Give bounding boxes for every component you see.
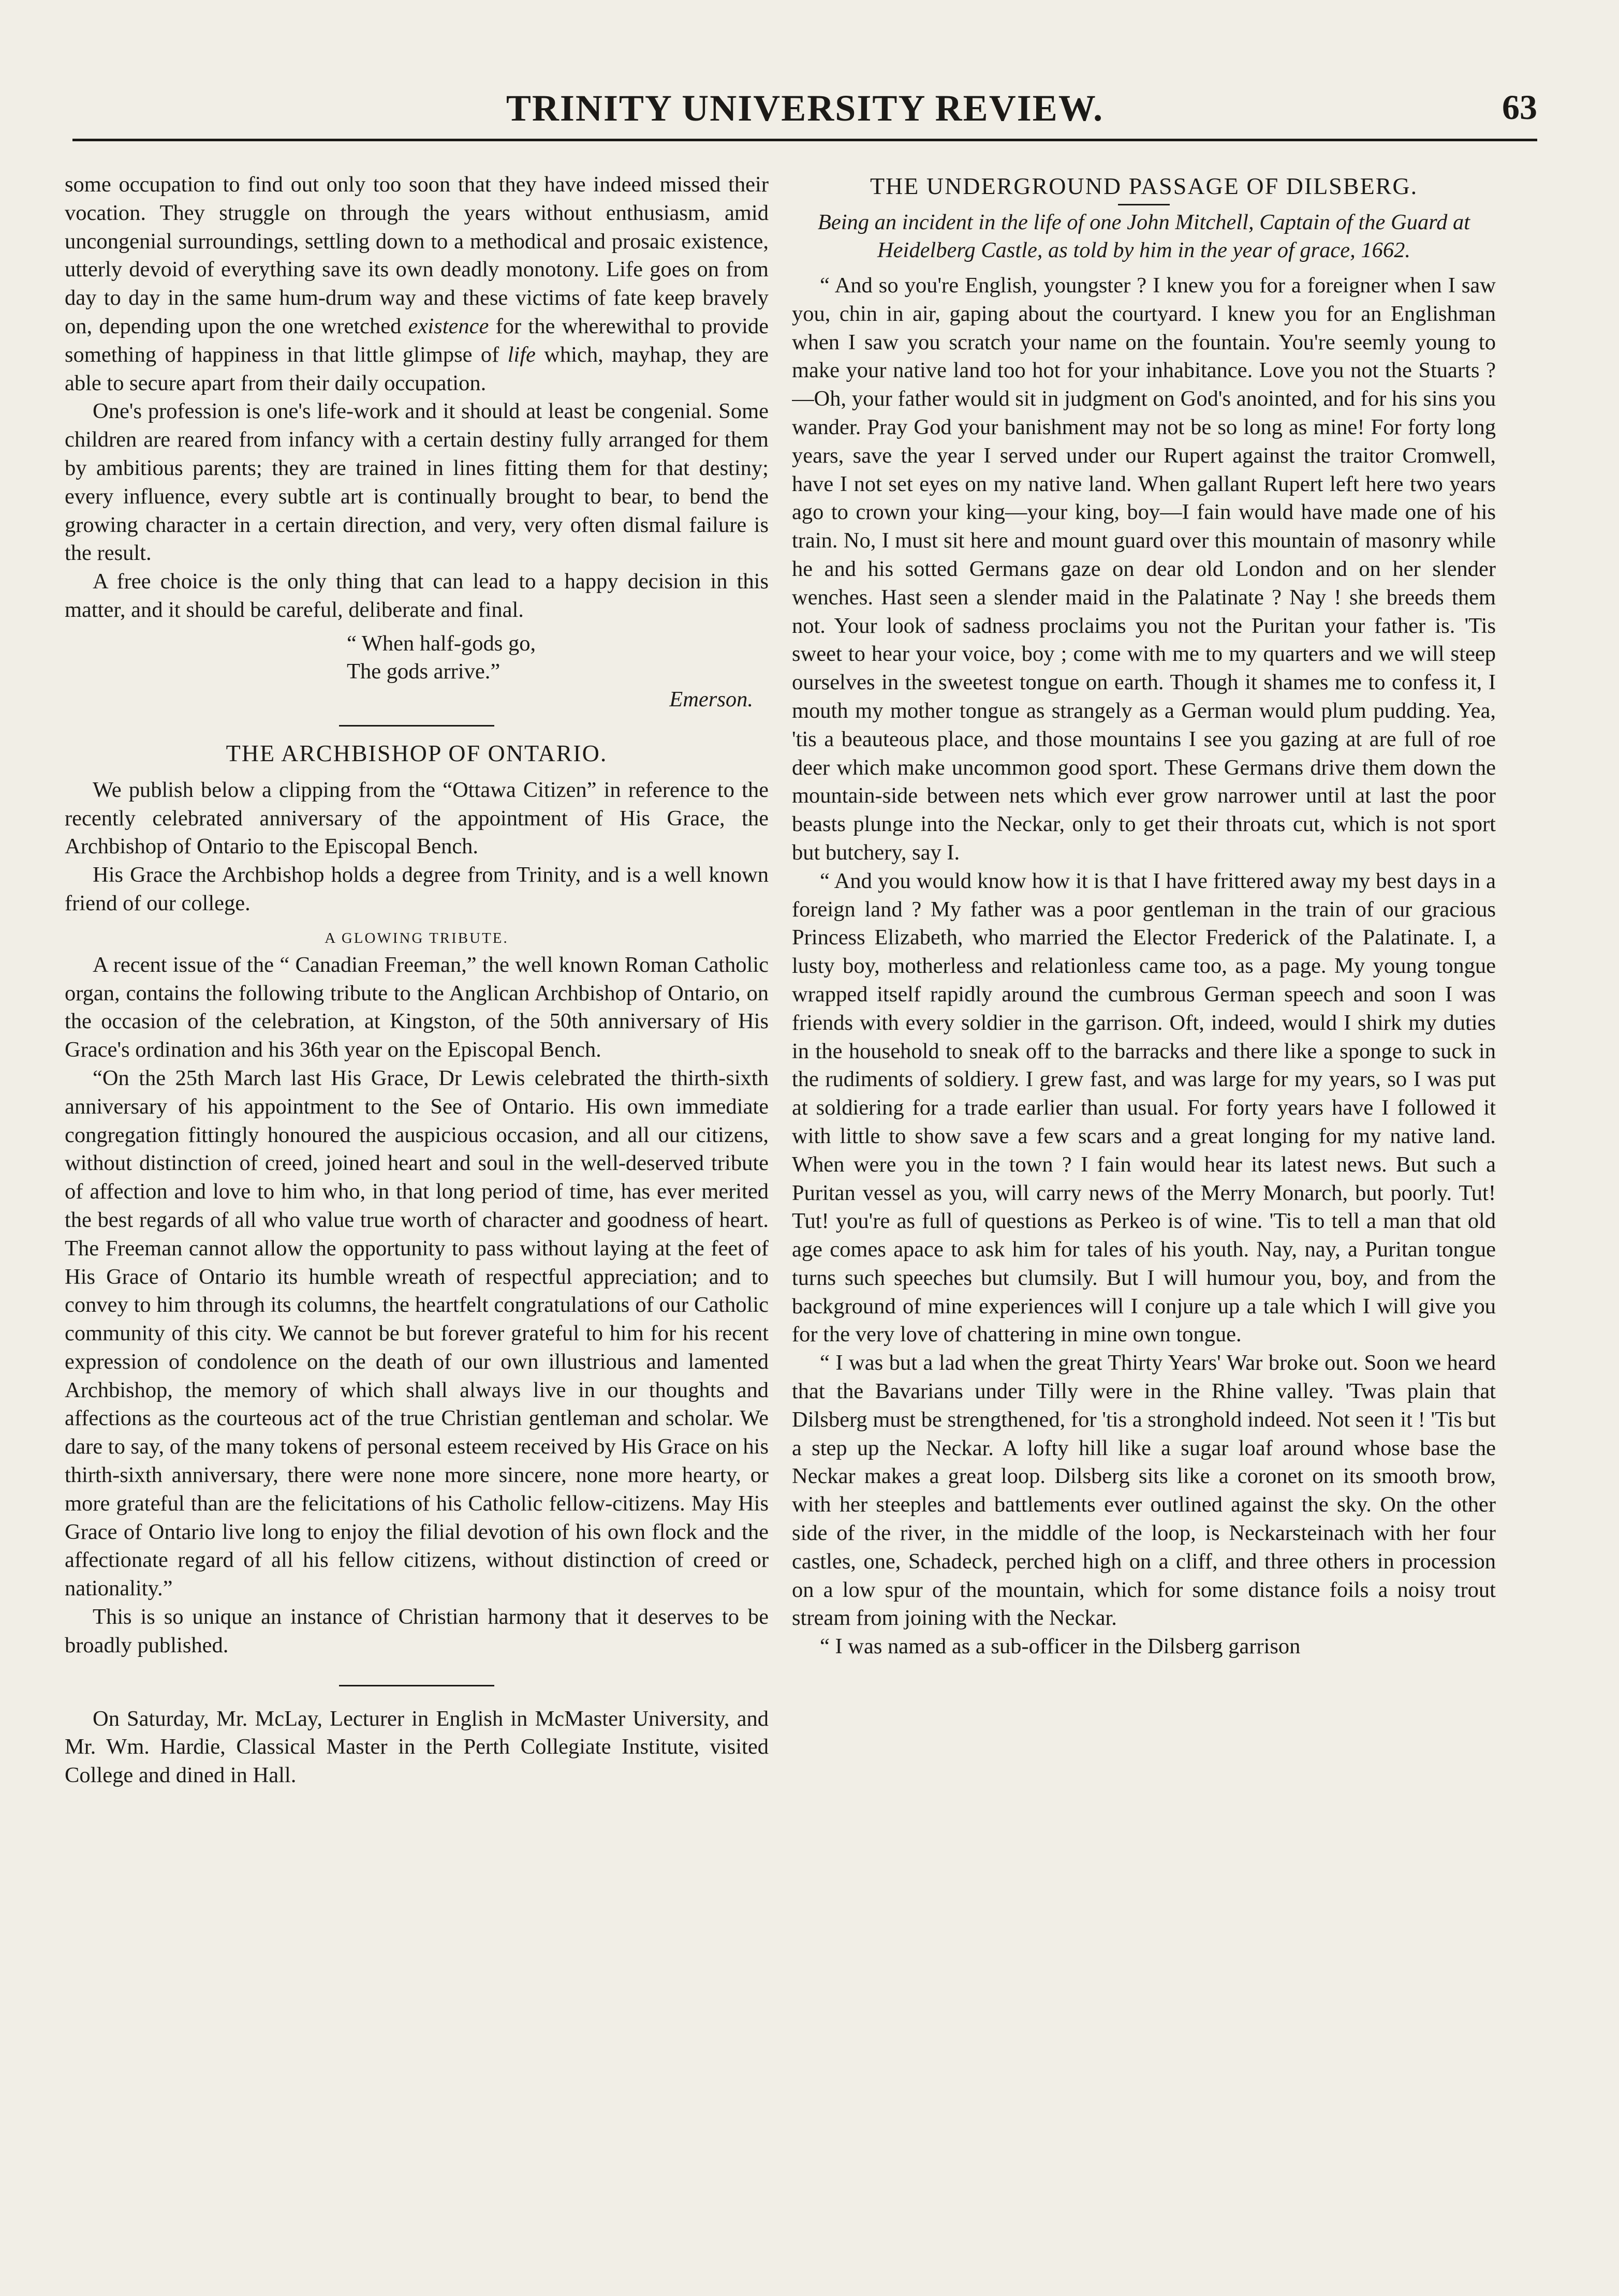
- tribute-paragraph: A recent issue of the “ Canadian Freeman,” the well known Roman Catholic organ, contains the following tribute to the Anglican Archbishop of Ontario, on the occasion of the celebration, at Kingston, of the 50th anniversary of His Grace's ordination and his 36th year on the Episcopal Bench.: [65, 952, 769, 1062]
- quote-line: The gods arrive.”: [347, 659, 501, 684]
- running-head: [72, 78, 1537, 145]
- free-choice-paragraph: A free choice is the only thing that can lead to a happy decision in this matter, and it should be careful, deliberate and final.: [65, 569, 769, 622]
- story-heading: THE UNDERGROUND PASSAGE OF DILSBERG.: [870, 173, 1418, 199]
- section-divider: [339, 725, 494, 727]
- right-column: [792, 171, 1496, 2267]
- story-paragraph: “ I was but a lad when the great Thirty Years' War broke out. Soon we heard that the Bavarians under Tilly were in the Rhine valley. 'Twas plain that Dilsberg must be strengthened, for 'tis a stronghold indeed. Not seen it ! 'Tis but a step up the Neckar. A lofty hill like a sugar loaf around whose base the Neckar makes a great loop. Dilsberg sits like a coronet on its smooth brow, with her steeples and battlements ever outlined against the sky. On the other side of the river, in the middle of the loop, is Neckarsteinach with her four castles, one, Schadeck, perched high on a cliff, and three others in procession on a low spur of the mountain, which for some distance foils a noisy trout stream from joining with the Neckar.: [792, 1351, 1496, 1631]
- tribute-quote-paragraph: “On the 25th March last His Grace, Dr Lewis celebrated the thirth-sixth anniversary of his appointment to the See of Ontario. His own immediate congregation fittingly honoured the auspicious occasion, and all our citizens, without distinction of creed, joined heart and soul in the well-deserved tribute of affection and love to him who, in that long period of time, has ever merited the best regards of all who value true worth of character and goodness of heart. The Freeman cannot allow the opportunity to pass without laying at the feet of His Grace of Ontario its humble wreath of respectful appreciation; and to convey to him through its columns, the heartfelt congratulations of our Catholic community of this city. We cannot be but forever grateful to him for his recent expression of condolence on the death of our own illustrious and lamented Archbishop, the memory of which shall always live in our thoughts and affections as the courteous act of the true Christian gentleman and scholar. We dare to say, of the many tokens of personal esteem received by His Grace on his thirth-sixth anniversary, there were none more sincere, none more hearty, or more grateful than are the felicitations of his Catholic fellow-citizens. May His Grace of Ontario live long to enjoy the filial devotion of his own flock and the affectionate regard of all his fellow citizens, without distinction of creed or nationality.”: [65, 1065, 769, 1601]
- profession-paragraph: One's profession is one's life-work and it should at least be congenial. Some children are reared from infancy with a certain destiny fully arranged for them by ambitious parents; they are trained in lines fitting them for that destiny; every influence, every subtle art is continually brought to bear, to bend the growing character in a certain direction, and very, very often dismal failure is the result.: [65, 399, 769, 566]
- quote-line: “ When half-gods go,: [347, 631, 536, 656]
- college-visit-note: On Saturday, Mr. McLay, Lecturer in English in McMaster University, and Mr. Wm. Hardie, Classical Master in the Perth Collegiate Institute, visited College and dined in Hall.: [65, 1706, 769, 1788]
- section-divider: [339, 1685, 494, 1686]
- emphasis-existence: existence: [408, 314, 489, 338]
- emphasis-life: life: [507, 342, 536, 367]
- quote-attribution: Emerson.: [669, 687, 753, 712]
- header-rule: [72, 139, 1537, 141]
- story-paragraph: “ And you would know how it is that I have frittered away my best days in a foreign land ? My father was a poor gentleman in the train of our gracious Princess Elizabeth, who married the Elector Frederick of the Palatinate. I, a lusty boy, motherless and relationless came too, as a page. My young tongue wrapped itself rapidly around the cumbrous German speech and soon I was friends with every soldier in the garrison. Oft, indeed, would I shirk my duties in the household to sneak off to the barracks and there like a sponge to suck in the rudiments of soldiery. I grew fast, and was large for my years, so I was put at soldiering for a trade earlier than usual. For forty years have I followed it with little to show save a few scars and a great longing for my native land. When were you in the town ? I fain would hear its latest news. But such a Puritan vessel as you, will carry news of the Merry Monarch, but poorly. Tut! Tut! you're as full of questions as Perkeo is of wine. 'Tis to tell a man that old age comes apace to ask him for tales of his youth. Nay, nay, a Puritan tongue turns such speeches but clumsily. But I will humour you, boy, and from the background of mine experiences will I conjure up a tale which I will give you for the very love of chattering in mine own tongue.: [792, 868, 1496, 1347]
- archbishop-heading: THE ARCHBISHOP OF ONTARIO.: [226, 739, 608, 766]
- archbishop-degree-paragraph: His Grace the Archbishop holds a degree from Trinity, and is a well known friend of our college.: [65, 863, 769, 915]
- journal-title: TRINITY UNIVERSITY REVIEW.: [506, 87, 1104, 129]
- continued-paragraph: some occupation to find out only too soon that they have indeed missed their vocation. They struggle on through the years without enthusiasm, amid uncongenial surroundings, settling down to a methodical and prosaic existence, utterly devoid of everything save its own deadly monotony. Life goes on from day to day in the same hum-drum way and these victims of fate keep bravely on, depending upon the one wretched existence for the wherewithal to provide something of happiness in that little glimpse of life which, mayhap, they are able to secure apart from their daily occupation.: [65, 172, 769, 395]
- archbishop-intro-paragraph: We publish below a clipping from the “Ottawa Citizen” in reference to the recently celebrated anniversary of the appointment of His Grace, the Archbishop of Ontario to the Episcopal Bench.: [65, 777, 769, 859]
- story-subtitle: Being an incident in the life of one John Mitchell, Captain of the Guard at Heidelberg Castle, as told by him in the year of grace, 1662.: [817, 210, 1470, 262]
- page-number: 63: [1502, 87, 1537, 127]
- left-column: [65, 171, 769, 2267]
- emerson-quote: [347, 630, 769, 714]
- tribute-closing-paragraph: This is so unique an instance of Christian harmony that it deserves to be broadly published.: [65, 1605, 769, 1657]
- story-paragraph: “ I was named as a sub-officer in the Dilsberg garrison: [820, 1634, 1301, 1659]
- heading-divider: [1118, 204, 1170, 205]
- tribute-subheading: A GLOWING TRIBUTE.: [325, 929, 509, 946]
- story-paragraph: “ And so you're English, youngster ? I knew you for a foreigner when I saw you, chin in air, gaping about the courtyard. I knew you for an Englishman when I saw you scratch your name on the fountain. You're seemly young to make your native land too hot for your inhabitance. Love you not the Stuarts ?—Oh, your father would sit in judgment on God's anointed, and for his sins you wander. Pray God your banishment may not be so long as mine! For forty long years, save the year I served under our Rupert against the traitor Cromwell, have I not set eyes on my native land. When gallant Rupert left here two years ago to crown your king—your king, boy—I fain would have made one of his train. No, I must sit here and mount guard over this mountain of masonry while he and his sotted Germans gaze on dear old London and on her slender wenches. Hast seen a slender maid in the Palatinate ? Nay ! she breeds them not. Your look of sadness proclaims you not the Puritan your father is. 'Tis sweet to hear your voice, boy ; come with me to my quarters and we will steep ourselves in the sweetest tongue on earth. Though it shames me to confess it, I mouth my mother tongue as strangely as a German would plum pudding. Yea, 'tis a beauteous place, and those mountains I see you gazing at are full of roe deer which make uncommon good sport. These Germans drive them down the mountain-side between nets which ever grow narrower until at last the poor beasts plunge into the Neckar, only to get their throats cut, which is not sport but butchery, say I.: [792, 273, 1496, 865]
